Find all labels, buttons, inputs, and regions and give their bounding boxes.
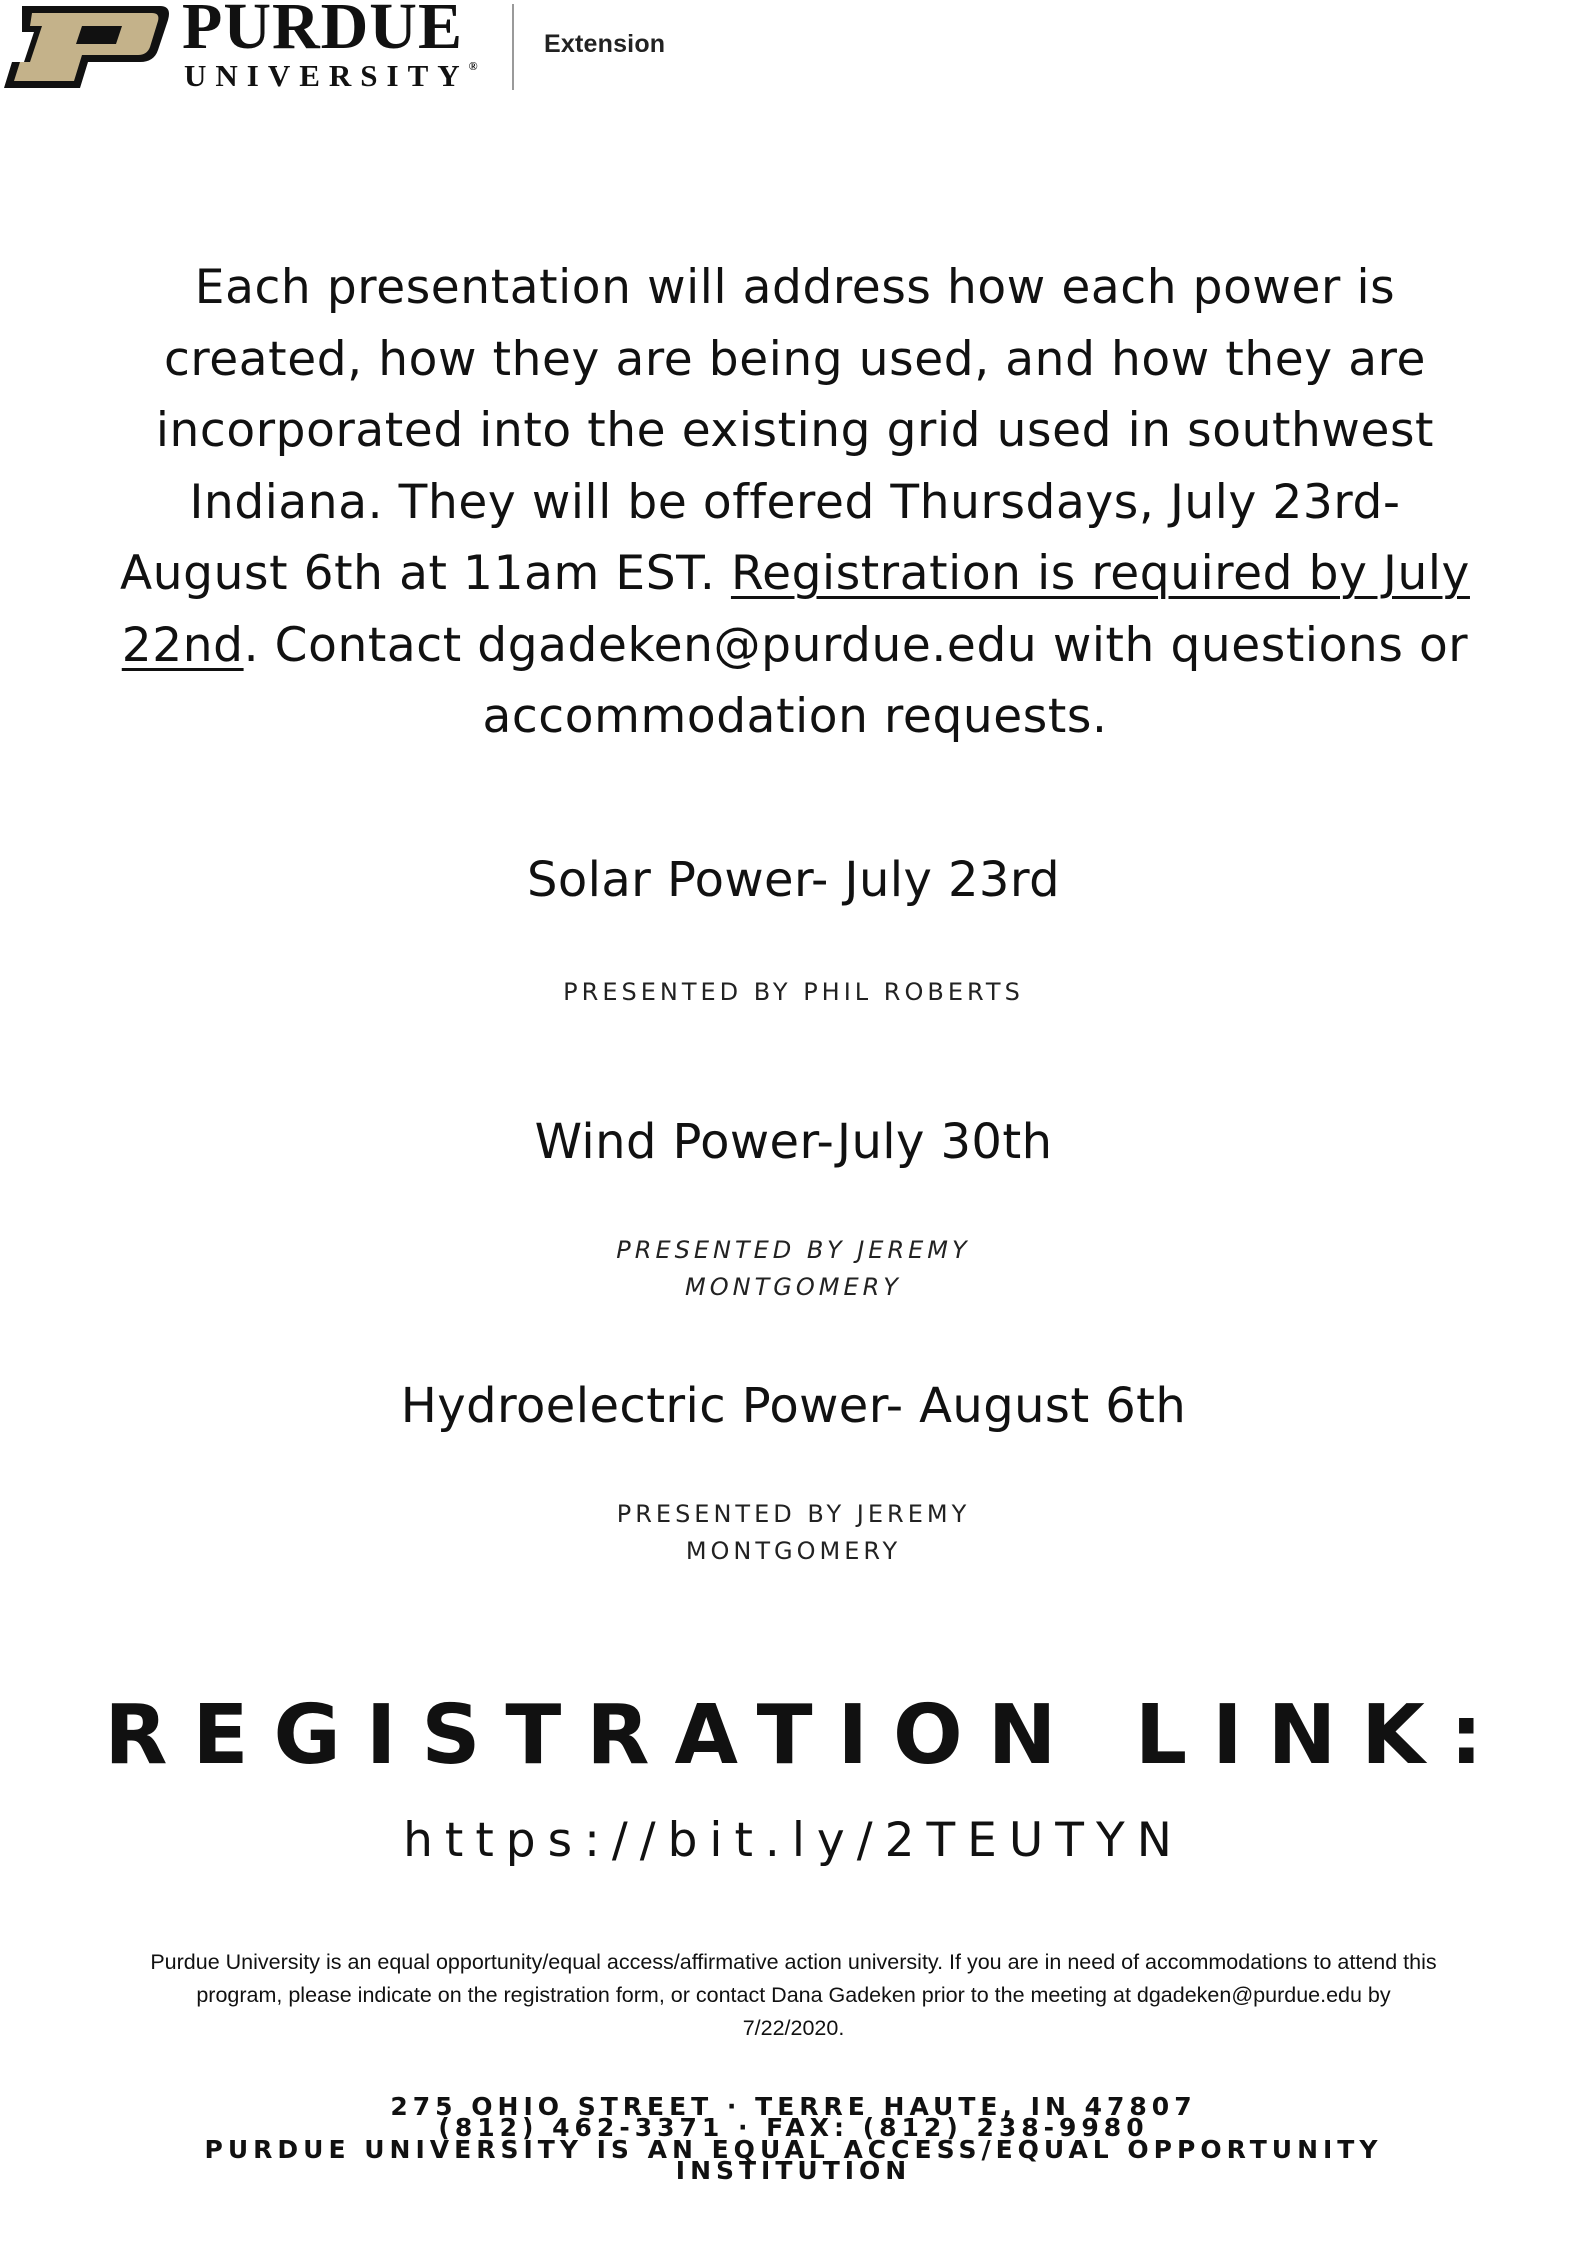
- presenter-line: MONTGOMERY: [685, 1273, 902, 1301]
- logo-wordmark-university: [184, 60, 478, 91]
- session-presenter-hydro: [0, 1496, 1587, 1570]
- intro-text: Each presentation will address how each power is created, how they are being used, and how they are incorporated into the existing grid used in southwest Indiana. They will be offered Thursdays, July 23rd-August 6th at 11am EST.: [120, 260, 1435, 601]
- intro-contact-text: . Contact dgadeken@purdue.edu with questions or accommodation requests.: [243, 617, 1469, 744]
- disclaimer-line: program, please indicate on the registration form, or contact Dana Gadeken prior to the meeting at dgadeken@purdue.edu by: [196, 1983, 1391, 2007]
- intro-paragraph: [120, 252, 1470, 753]
- disclaimer-line: Purdue University is an equal opportunity/equal access/affirmative action university. If you are in need of accommodations to attend this: [150, 1950, 1437, 1974]
- session-presenter-solar: PRESENTED BY PHIL ROBERTS: [563, 978, 1024, 1006]
- logo-wordmark-purdue: PURDUE: [182, 0, 463, 63]
- registration-link[interactable]: https://bit.ly/2TEUTYN: [403, 1813, 1184, 1868]
- extension-label: Extension: [544, 30, 666, 58]
- presenter-line: PRESENTED BY JEREMY: [616, 1500, 971, 1528]
- footer-statement: PURDUE UNIVERSITY IS AN EQUAL ACCESS/EQUAL OPPORTUNITY: [204, 2135, 1383, 2164]
- registration-deadline: Registration is required by July 22nd: [121, 546, 1470, 673]
- session-presenter-wind: [0, 1232, 1587, 1306]
- logo-divider: [512, 4, 514, 90]
- registered-mark: ®: [468, 59, 478, 73]
- footer-phone: (812) 462-3371 · FAX: (812) 238-9980: [438, 2113, 1149, 2142]
- session-title-solar: Solar Power- July 23rd: [526, 852, 1061, 908]
- disclaimer-line: 7/22/2020.: [742, 2016, 845, 2040]
- purdue-p-logo-icon: [0, 2, 170, 92]
- presenter-line: PRESENTED BY JEREMY: [616, 1236, 971, 1264]
- session-title-wind: Wind Power-July 30th: [534, 1114, 1053, 1170]
- presenter-line: MONTGOMERY: [685, 1537, 902, 1565]
- registration-heading: REGISTRATION LINK:: [104, 1688, 1508, 1783]
- disclaimer: [60, 1946, 1527, 2045]
- footer-statement-line2: INSTITUTION: [675, 2156, 912, 2185]
- logo-university-text: UNIVERSITY: [184, 58, 469, 93]
- session-title-hydro: Hydroelectric Power- August 6th: [400, 1378, 1187, 1434]
- footer-address: 275 OHIO STREET · TERRE HAUTE, IN 47807: [390, 2092, 1197, 2121]
